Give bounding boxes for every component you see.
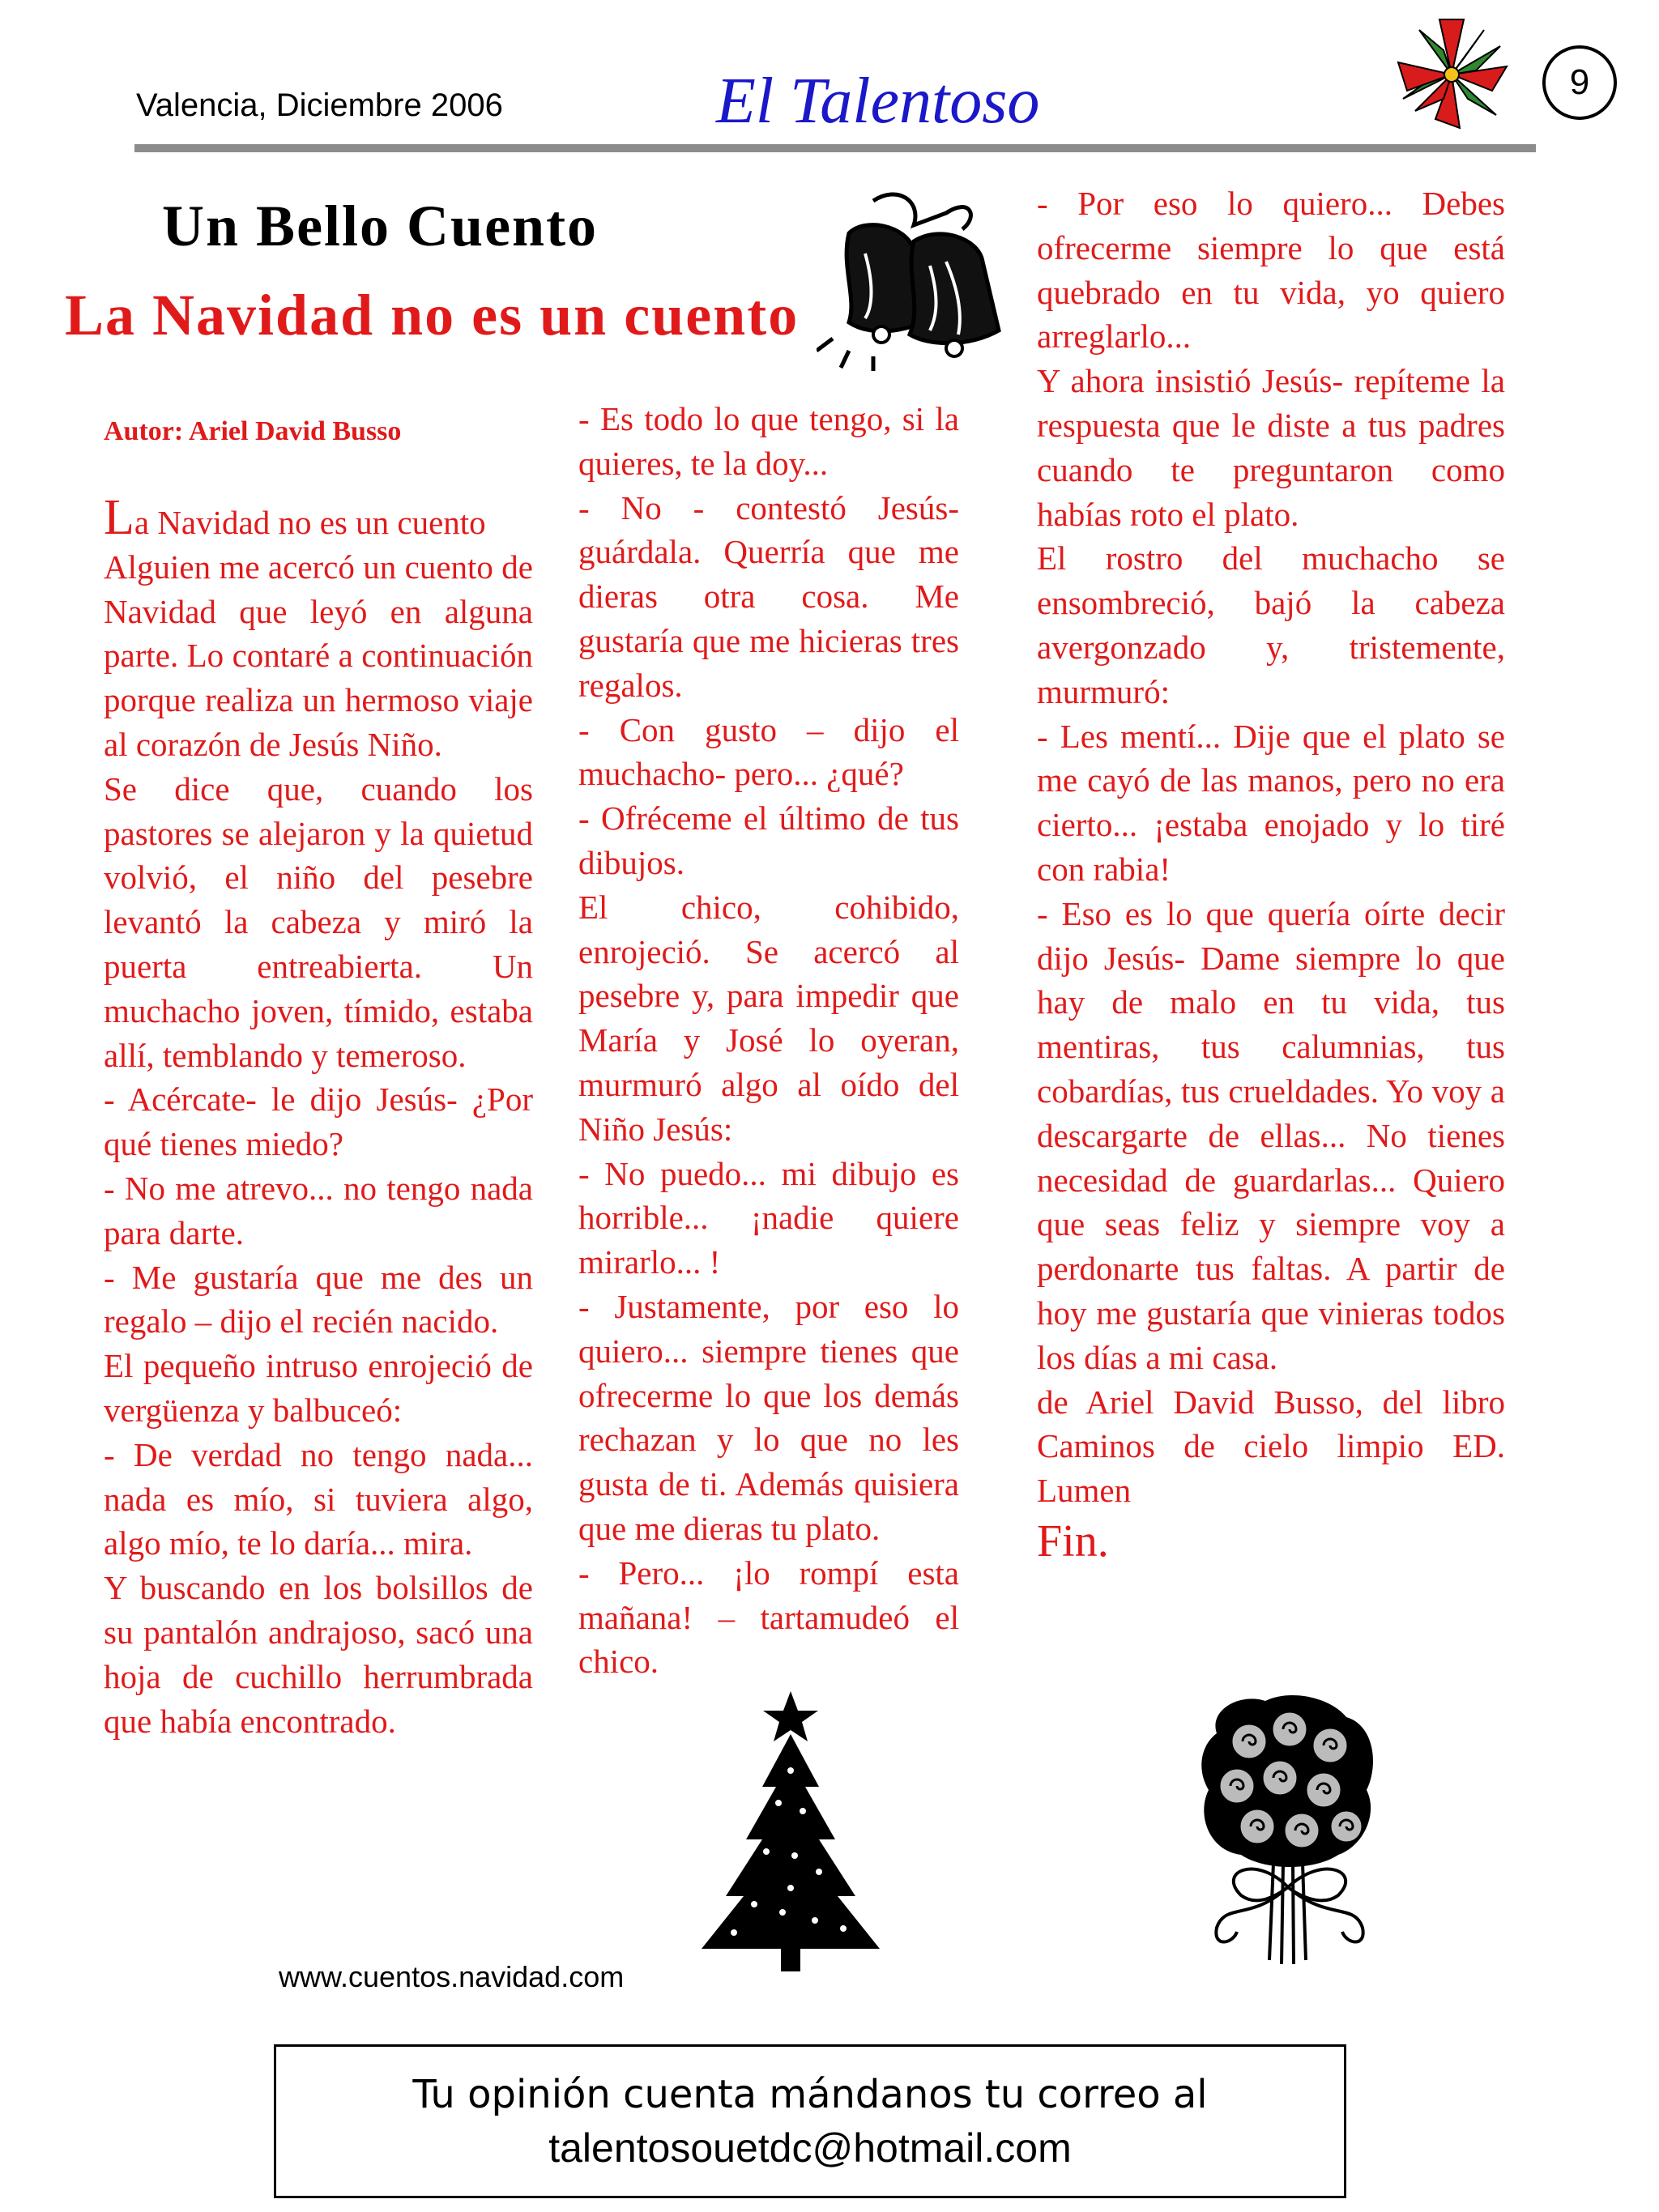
story-paragraph: - Eso es lo que quería oírte decir dijo Jesús- Dame siempre lo que hay de malo en tu vida, tus mentiras, tus calumnias, tus cobardías, tus crueldades. Yo voy a descargarte de ellas... No tienes necesidad de guardarlas... Quiero que seas feliz y siempre voy a perdonarte tus faltas. A partir de hoy me gustaría que vinieras todos los días a mi casa. (1037, 894, 1505, 1376)
story-paragraph: - No puedo... mi dibujo es horrible... ¡nadie quiere mirarlo... ! (578, 1154, 959, 1281)
story-paragraph: Y buscando en los bolsillos de su pantalón andrajoso, sacó una hoja de cuchillo herrumbrada que había encontrado. (104, 1569, 533, 1740)
story-column-3 (1037, 181, 1505, 1570)
story-paragraph: - Con gusto – dijo el muchacho- pero... ¿qué? (578, 710, 959, 793)
header-place-date: Valencia, Diciembre 2006 (136, 87, 503, 123)
story-end-mark: Fin. (1037, 1515, 1109, 1566)
feedback-prompt: Tu opinión cuenta mándanos tu correo al (412, 2072, 1208, 2117)
story-paragraph: - Justamente, por eso lo quiero... siempre tienes que ofrecerme lo que los demás rechazan y lo que no les gusta de ti. Además quisiera que me dieras tu plato. (578, 1287, 959, 1547)
story-opening-line: La Navidad no es un cuento (104, 490, 486, 545)
story-paragraph: Y ahora insistió Jesús- repíteme la respuesta que le diste a tus padres cuando te preguntaron como habías roto el plato. (1037, 362, 1505, 533)
story-paragraph: El rostro del muchacho se ensombreció, bajó la cabeza avergonzado y, tristemente, murmuró: (1037, 539, 1505, 710)
contact-email: talentosouetdc@hotmail.com (548, 2125, 1072, 2171)
story-paragraph: - No - contestó Jesús- guárdala. Querría que me dieras otra cosa. Me gustaría que me hicieras tres regalos. (578, 488, 959, 704)
story-source-credit: de Ariel David Busso, del libro Caminos de cielo limpio ED. Lumen (1037, 1383, 1505, 1510)
header-divider (134, 144, 1536, 152)
story-paragraph: Se dice que, cuando los pastores se alejaron y la quietud volvió, el niño del pesebre levantó la cabeza y miró la puerta entreabierta. Un muchacho joven, tímido, estaba allí, temblando y temeroso. (104, 769, 533, 1074)
source-website: www.cuentos.navidad.com (279, 1960, 625, 1993)
story-column-1 (104, 490, 533, 1743)
story-paragraph: - Les mentí... Dije que el plato se me cayó de las manos, pero no era cierto... ¡estaba enojado y lo tiré con rabia! (1037, 717, 1505, 888)
story-paragraph: - De verdad no tengo nada... nada es mío, si tuviera algo, algo mío, te lo daría... mira. (104, 1435, 533, 1562)
bells-icon (817, 177, 1027, 371)
story-paragraph: Alguien me acercó un cuento de Navidad que leyó en alguna parte. Lo contaré a continuación porque realiza un hermoso viaje al corazón de Jesús Niño. (104, 548, 533, 763)
story-pre-title: Un Bello Cuento (162, 194, 599, 258)
story-paragraph: - Acércate- le dijo Jesús- ¿Por qué tienes miedo? (104, 1080, 533, 1163)
page-number: 9 (1542, 45, 1617, 120)
christmas-tree-icon (685, 1690, 896, 1973)
story-paragraph: - Me gustaría que me des un regalo – dijo el recién nacido. (104, 1258, 533, 1340)
poinsettia-icon (1387, 16, 1516, 138)
drop-cap: L (104, 490, 134, 545)
story-paragraph: El chico, cohibido, enrojeció. Se acercó al pesebre y, para impedir que María y José lo oyeran, murmuró algo al oído del Niño Jesús: (578, 888, 959, 1148)
story-paragraph: - Por eso lo quiero... Debes ofrecerme siempre lo que está quebrado en tu vida, yo quiero arreglarlo... (1037, 185, 1505, 356)
story-paragraph: - No me atrevo... no tengo nada para darte. (104, 1169, 533, 1251)
story-author: Autor: Ariel David Busso (104, 416, 402, 446)
story-title: La Navidad no es un cuento (65, 283, 800, 347)
rose-bouquet-icon (1192, 1693, 1384, 1968)
story-column-2 (578, 397, 959, 1684)
story-paragraph: - Pero... ¡lo rompí esta mañana! – tartamudeó el chico. (578, 1554, 959, 1681)
story-paragraph: - Es todo lo que tengo, si la quieres, te la doy... (578, 400, 959, 482)
feedback-box (274, 2044, 1346, 2198)
story-paragraph: - Ofréceme el último de tus dibujos. (578, 799, 959, 881)
story-paragraph: El pequeño intruso enrojeció de vergüenza y balbuceó: (104, 1347, 533, 1429)
newsletter-masthead: El Talentoso (716, 66, 1040, 137)
